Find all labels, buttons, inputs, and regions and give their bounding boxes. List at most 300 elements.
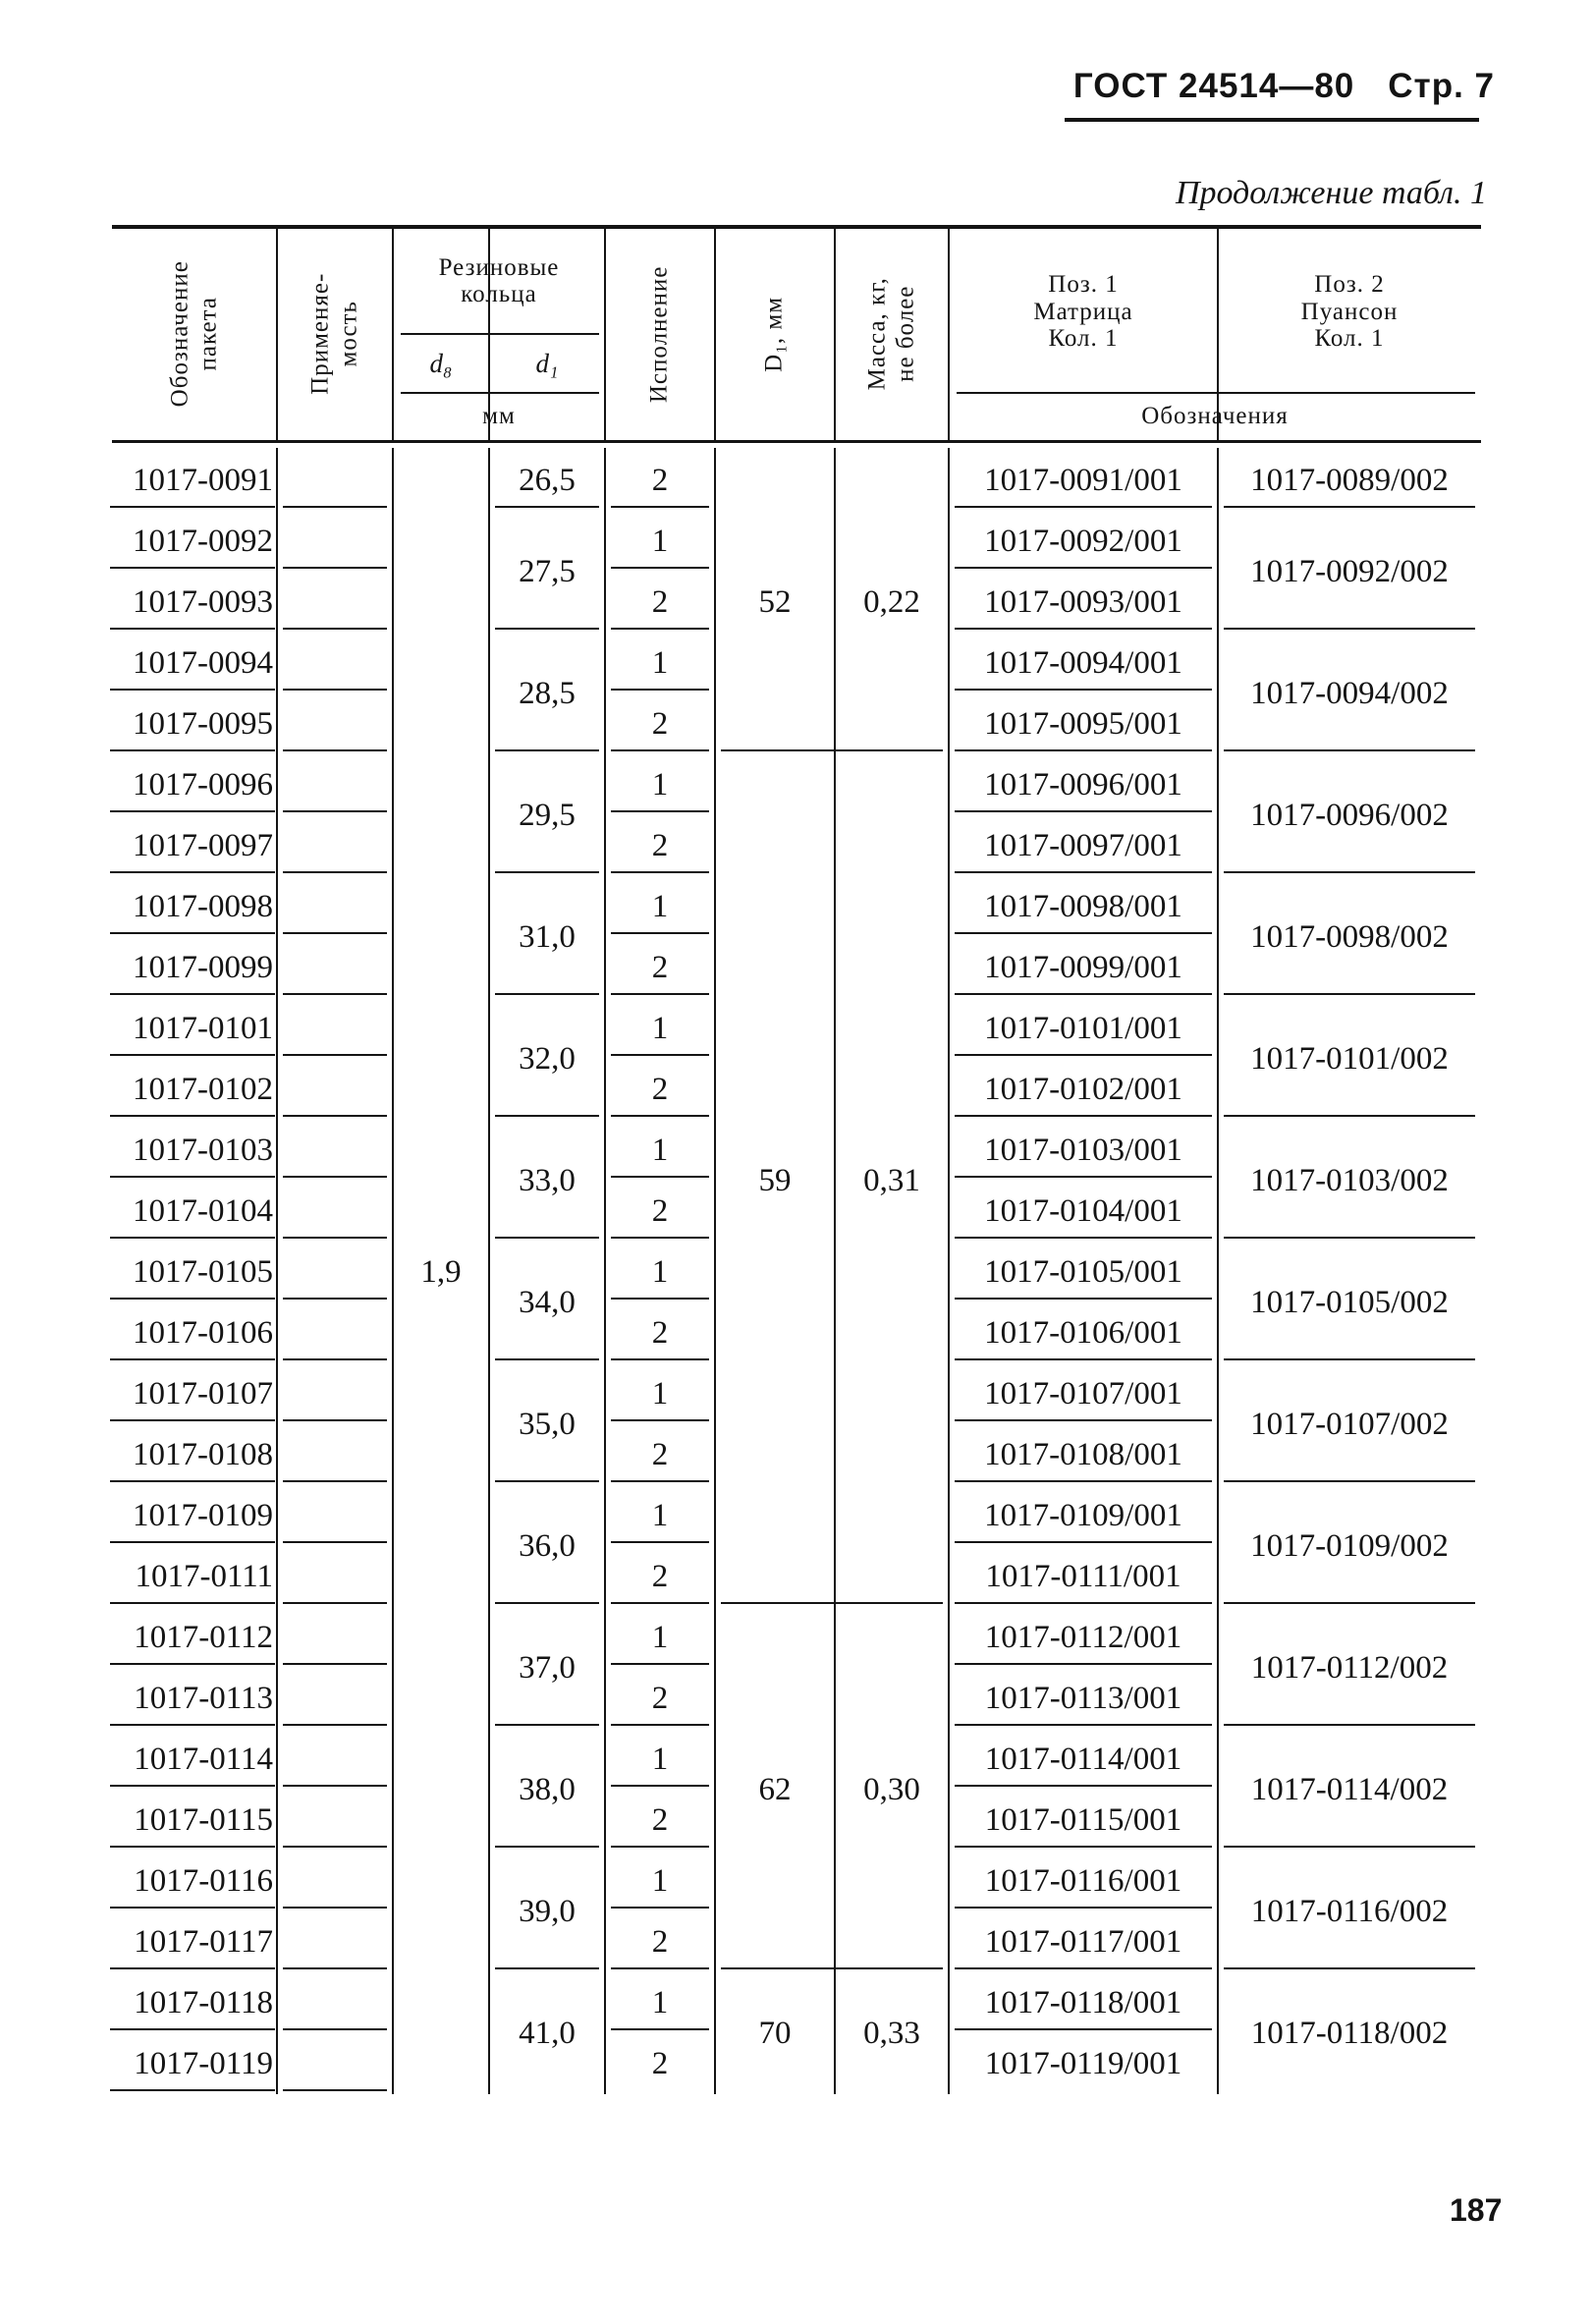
pos1-designation: 1017-0104/001 <box>984 1192 1182 1229</box>
row-rule <box>955 1724 1212 1726</box>
page-reference: Стр. 7 <box>1388 67 1495 105</box>
row-rule <box>611 1724 709 1726</box>
header-designation-text: Обозначение пакета <box>166 260 221 408</box>
row-rule <box>283 506 387 508</box>
row-rule <box>110 1724 275 1726</box>
ring-d1-value-rule <box>495 1237 599 1239</box>
row-rule <box>611 2028 709 2030</box>
pos1-designation: 1017-0108/001 <box>984 1436 1182 1472</box>
row-rule <box>110 871 275 873</box>
row-rule <box>283 2028 387 2030</box>
pos1-designation: 1017-0096/001 <box>984 766 1182 802</box>
row-rule <box>955 1298 1212 1300</box>
header-D1 <box>715 228 835 440</box>
pos1-designation: 1017-0114/001 <box>984 1741 1182 1777</box>
pos1-designation: 1017-0109/001 <box>984 1497 1182 1533</box>
package-id: 1017-0091 <box>133 462 273 498</box>
row-rule <box>110 1663 275 1665</box>
pos1-designation: 1017-0094/001 <box>984 644 1182 681</box>
applicability-cell <box>277 1851 393 1911</box>
ring-d1-value-rule <box>495 1846 599 1848</box>
page-header <box>1073 67 1495 106</box>
pos1-designation: 1017-0111/001 <box>985 1558 1181 1594</box>
applicability-cell <box>277 1302 393 1363</box>
pos2-designation: 1017-0098/002 <box>1250 918 1449 955</box>
ring-d1-value: 27,5 <box>519 553 576 589</box>
header-designations: Обозначения <box>1141 403 1289 430</box>
package-id: 1017-0113 <box>134 1680 273 1716</box>
pos1-designation: 1017-0118/001 <box>984 1984 1182 2020</box>
pos2-designation-rule <box>1224 1724 1475 1726</box>
row-rule <box>611 1419 709 1421</box>
applicability-cell <box>277 1668 393 1729</box>
row-rule <box>611 1541 709 1543</box>
execution-value: 2 <box>651 1680 669 1716</box>
D1-mass-group-rule <box>721 1602 943 1604</box>
D1-mass-group-rule <box>721 1967 943 1969</box>
row-rule <box>611 871 709 873</box>
row-rule <box>110 1419 275 1421</box>
pos1-designation: 1017-0113/001 <box>984 1680 1182 1716</box>
pos2-designation: 1017-0092/002 <box>1250 553 1449 589</box>
applicability-cell <box>277 1546 393 1607</box>
row-rule <box>955 506 1212 508</box>
row-rule <box>110 810 275 812</box>
pos1-designation: 1017-0093/001 <box>984 583 1182 620</box>
row-rule <box>283 1237 387 1239</box>
header-applicability-text: Применяе-мость <box>306 272 361 396</box>
package-id: 1017-0105 <box>133 1253 273 1290</box>
header-pos1: Поз. 1 Матрица Кол. 1 <box>1033 271 1133 352</box>
row-rule <box>283 1480 387 1482</box>
row-rule <box>611 1176 709 1178</box>
row-rule <box>955 1480 1212 1482</box>
execution-value: 1 <box>651 1010 669 1046</box>
row-rule <box>110 993 275 995</box>
D1-value: 70 <box>758 2015 792 2051</box>
applicability-cell <box>277 1059 393 1120</box>
package-id: 1017-0108 <box>133 1436 273 1472</box>
row-rule <box>611 628 709 630</box>
row-rule <box>955 932 1212 934</box>
pos2-designation: 1017-0094/002 <box>1250 675 1449 711</box>
applicability-cell <box>277 1120 393 1181</box>
ring-d1-value-rule <box>495 1967 599 1969</box>
header-mm: мм <box>482 403 516 430</box>
row-rule <box>283 1907 387 1909</box>
package-id: 1017-0106 <box>133 1314 273 1351</box>
ring-d1-value-rule <box>495 993 599 995</box>
package-id: 1017-0115 <box>134 1801 273 1838</box>
ring-d1-value: 37,0 <box>519 1649 576 1686</box>
execution-value: 2 <box>651 705 669 742</box>
row-rule <box>110 2028 275 2030</box>
table-continuation-caption: Продолжение табл. 1 <box>1175 175 1487 211</box>
package-id: 1017-0097 <box>133 827 273 863</box>
ring-d1-value: 36,0 <box>519 1527 576 1564</box>
header-applicability <box>277 228 393 440</box>
execution-value: 2 <box>651 827 669 863</box>
row-rule <box>283 1358 387 1360</box>
ring-d1-value-rule <box>495 1115 599 1117</box>
D1-value: 62 <box>758 1771 792 1807</box>
row-rule <box>611 1602 709 1604</box>
header-designation <box>112 228 277 440</box>
header-execution-text: Исполнение <box>645 265 673 403</box>
execution-value: 2 <box>651 1801 669 1838</box>
applicability-cell <box>277 1424 393 1485</box>
package-id: 1017-0118 <box>134 1984 273 2020</box>
row-rule <box>283 1054 387 1056</box>
execution-value: 2 <box>651 583 669 620</box>
row-rule <box>283 932 387 934</box>
row-rule <box>611 932 709 934</box>
pos1-designation: 1017-0105/001 <box>984 1253 1182 1290</box>
package-id: 1017-0112 <box>134 1619 273 1655</box>
pos1-designation: 1017-0116/001 <box>984 1862 1182 1899</box>
execution-value: 1 <box>651 1619 669 1655</box>
header-pos2: Поз. 2 Пуансон Кол. 1 <box>1300 271 1399 352</box>
row-rule <box>110 749 275 751</box>
pos1-designation: 1017-0107/001 <box>984 1375 1182 1411</box>
package-id: 1017-0094 <box>133 644 273 681</box>
row-rule <box>283 1115 387 1117</box>
execution-value: 2 <box>651 1436 669 1472</box>
applicability-cell <box>277 693 393 754</box>
row-rule <box>110 2089 275 2091</box>
row-rule <box>110 932 275 934</box>
execution-value: 1 <box>651 1741 669 1777</box>
execution-value: 2 <box>651 1192 669 1229</box>
row-rule <box>611 1967 709 1969</box>
header-bottom-rule <box>112 440 1481 443</box>
row-rule <box>611 1663 709 1665</box>
row-rule <box>955 1663 1212 1665</box>
pos2-designation: 1017-0114/002 <box>1250 1771 1449 1807</box>
applicability-cell <box>277 1790 393 1851</box>
pos1-designation: 1017-0102/001 <box>984 1071 1182 1107</box>
execution-value: 2 <box>651 2045 669 2081</box>
pos2-designation-rule <box>1224 1480 1475 1482</box>
pos1-designation: 1017-0098/001 <box>984 888 1182 924</box>
row-rule <box>110 1785 275 1787</box>
row-rule <box>611 1907 709 1909</box>
package-id: 1017-0101 <box>133 1010 273 1046</box>
pos2-designation-rule <box>1224 1237 1475 1239</box>
row-rule <box>955 1967 1212 1969</box>
pos2-designation: 1017-0116/002 <box>1250 1893 1449 1929</box>
execution-value: 1 <box>651 644 669 681</box>
applicability-cell <box>277 450 393 511</box>
pos2-designation-rule <box>1224 628 1475 630</box>
row-rule <box>955 1054 1212 1056</box>
package-id: 1017-0095 <box>133 705 273 742</box>
row-rule <box>611 1298 709 1300</box>
row-rule <box>955 1176 1212 1178</box>
package-id: 1017-0107 <box>133 1375 273 1411</box>
row-rule <box>283 689 387 691</box>
row-rule <box>955 567 1212 569</box>
row-rule <box>283 1846 387 1848</box>
ring-d1-value: 28,5 <box>519 675 576 711</box>
ring-d1-value: 29,5 <box>519 797 576 833</box>
applicability-cell <box>277 1242 393 1302</box>
row-rule <box>110 1846 275 1848</box>
pos2-designation: 1017-0103/002 <box>1250 1162 1449 1198</box>
package-id: 1017-0116 <box>134 1862 273 1899</box>
execution-value: 2 <box>651 1923 669 1960</box>
row-rule <box>283 1602 387 1604</box>
row-rule <box>611 567 709 569</box>
applicability-cell <box>277 1363 393 1424</box>
row-rule <box>283 1176 387 1178</box>
header-rubber-rings: Резиновые кольца <box>438 253 560 307</box>
row-rule <box>283 2089 387 2091</box>
package-id: 1017-0109 <box>133 1497 273 1533</box>
package-id: 1017-0114 <box>134 1741 273 1777</box>
execution-value: 1 <box>651 766 669 802</box>
applicability-cell <box>277 876 393 937</box>
row-rule <box>110 1541 275 1543</box>
row-rule <box>611 810 709 812</box>
row-rule <box>283 628 387 630</box>
ring-d1-value: 34,0 <box>519 1284 576 1320</box>
pos2-designation: 1017-0118/002 <box>1250 2015 1449 2051</box>
row-rule <box>110 567 275 569</box>
applicability-cell <box>277 572 393 633</box>
package-id: 1017-0117 <box>134 1923 273 1960</box>
mass-value: 0,31 <box>863 1162 920 1198</box>
row-rule <box>283 1541 387 1543</box>
execution-value: 1 <box>651 1862 669 1899</box>
header-execution <box>605 228 715 440</box>
D1-mass-group-rule <box>721 749 943 751</box>
mass-value: 0,30 <box>863 1771 920 1807</box>
row-rule <box>611 689 709 691</box>
execution-value: 1 <box>651 1132 669 1168</box>
row-rule <box>110 1480 275 1482</box>
row-rule <box>955 1907 1212 1909</box>
applicability-cell <box>277 815 393 876</box>
execution-value: 2 <box>651 1314 669 1351</box>
execution-value: 1 <box>651 888 669 924</box>
row-rule <box>110 689 275 691</box>
pos2-designation-rule <box>1224 1967 1475 1969</box>
ring-d1-value-rule <box>495 871 599 873</box>
execution-value: 2 <box>651 949 669 985</box>
row-rule <box>955 993 1212 995</box>
row-rule <box>283 871 387 873</box>
row-rule <box>955 810 1212 812</box>
row-rule <box>110 628 275 630</box>
row-rule <box>611 1237 709 1239</box>
execution-value: 2 <box>651 462 669 498</box>
pos1-designation: 1017-0092/001 <box>984 523 1182 559</box>
ring-d1-value-rule <box>495 1602 599 1604</box>
ring-d1-value: 35,0 <box>519 1406 576 1442</box>
pos2-designation: 1017-0089/002 <box>1250 462 1449 498</box>
header-mass-text: Масса, кг, не более <box>863 277 918 391</box>
execution-value: 1 <box>651 523 669 559</box>
row-rule <box>110 1298 275 1300</box>
row-rule <box>955 1541 1212 1543</box>
applicability-cell <box>277 1911 393 1972</box>
package-id: 1017-0099 <box>133 949 273 985</box>
pos1-designation: 1017-0099/001 <box>984 949 1182 985</box>
ring-d1-value-rule <box>495 1724 599 1726</box>
row-rule <box>110 1907 275 1909</box>
header-ds: d₈ <box>429 348 453 378</box>
pos2-designation: 1017-0112/002 <box>1250 1649 1449 1686</box>
row-rule <box>110 1237 275 1239</box>
applicability-cell <box>277 1181 393 1242</box>
pos1-designation: 1017-0117/001 <box>984 1923 1182 1960</box>
pos2-designation: 1017-0096/002 <box>1250 797 1449 833</box>
header-mass <box>835 228 949 440</box>
mass-value: 0,33 <box>863 2015 920 2051</box>
pos2-designation-rule <box>1224 993 1475 995</box>
package-id: 1017-0096 <box>133 766 273 802</box>
row-rule <box>955 1115 1212 1117</box>
row-rule <box>283 810 387 812</box>
D1-value: 59 <box>758 1162 792 1198</box>
pos1-designation: 1017-0101/001 <box>984 1010 1182 1046</box>
standard-number: ГОСТ 24514—80 <box>1072 67 1355 105</box>
applicability-cell <box>277 2033 393 2094</box>
pos2-designation-rule <box>1224 506 1475 508</box>
pos2-designation: 1017-0107/002 <box>1250 1406 1449 1442</box>
row-rule <box>611 993 709 995</box>
ring-d1-value-rule <box>495 1358 599 1360</box>
applicability-cell <box>277 937 393 998</box>
row-rule <box>611 506 709 508</box>
applicability-cell <box>277 1972 393 2033</box>
applicability-cell <box>277 1485 393 1546</box>
row-rule <box>611 1785 709 1787</box>
applicability-cell <box>277 633 393 693</box>
package-id: 1017-0092 <box>133 523 273 559</box>
execution-value: 1 <box>651 1497 669 1533</box>
pos1-designation: 1017-0115/001 <box>984 1801 1182 1838</box>
row-rule <box>283 749 387 751</box>
row-rule <box>611 1054 709 1056</box>
pos2-designation: 1017-0101/002 <box>1250 1040 1449 1077</box>
header-underline <box>1065 118 1479 122</box>
row-rule <box>283 993 387 995</box>
row-rule <box>611 749 709 751</box>
pos2-designation-rule <box>1224 749 1475 751</box>
package-id: 1017-0111 <box>135 1558 273 1594</box>
ring-d1-value: 38,0 <box>519 1771 576 1807</box>
pos1-designation: 1017-0091/001 <box>984 462 1182 498</box>
pos2-designation: 1017-0105/002 <box>1250 1284 1449 1320</box>
row-rule <box>110 1115 275 1117</box>
row-rule <box>110 1967 275 1969</box>
row-rule <box>110 1054 275 1056</box>
pos1-designation: 1017-0119/001 <box>984 2045 1182 2081</box>
row-rule <box>283 1298 387 1300</box>
header-d1: d₁ <box>535 348 559 378</box>
pos2-designation: 1017-0109/002 <box>1250 1527 1449 1564</box>
ring-d1-value-rule <box>495 1480 599 1482</box>
row-rule <box>611 1480 709 1482</box>
pos2-designation-rule <box>1224 1115 1475 1117</box>
pos1-designation: 1017-0106/001 <box>984 1314 1182 1351</box>
applicability-cell <box>277 511 393 572</box>
ring-d1-value-rule <box>495 749 599 751</box>
row-rule <box>955 2028 1212 2030</box>
row-rule <box>955 628 1212 630</box>
ring-d1-value-rule <box>495 628 599 630</box>
D1-value: 52 <box>758 583 792 620</box>
applicability-cell <box>277 754 393 815</box>
pos1-designation: 1017-0112/001 <box>984 1619 1182 1655</box>
ring-d1-value: 26,5 <box>519 462 576 498</box>
applicability-cell <box>277 1607 393 1668</box>
execution-value: 2 <box>651 1558 669 1594</box>
ring-d1-value: 41,0 <box>519 2015 576 2051</box>
pos2-designation-rule <box>1224 1358 1475 1360</box>
pos2-designation-rule <box>1224 871 1475 873</box>
execution-value: 1 <box>651 1253 669 1290</box>
row-rule <box>283 1785 387 1787</box>
applicability-cell <box>277 998 393 1059</box>
row-rule <box>283 1663 387 1665</box>
applicability-cell <box>277 1729 393 1790</box>
ring-d1-value: 39,0 <box>519 1893 576 1929</box>
package-id: 1017-0104 <box>133 1192 273 1229</box>
package-id: 1017-0103 <box>133 1132 273 1168</box>
row-rule <box>611 1358 709 1360</box>
ring-d1-value-rule <box>495 506 599 508</box>
pos1-designation: 1017-0095/001 <box>984 705 1182 742</box>
row-rule <box>955 689 1212 691</box>
row-rule <box>611 1115 709 1117</box>
row-rule <box>611 1846 709 1848</box>
row-rule <box>955 1602 1212 1604</box>
package-id: 1017-0102 <box>133 1071 273 1107</box>
row-rule <box>955 1237 1212 1239</box>
mass-value: 0,22 <box>863 583 920 620</box>
header-D1-text: D₁, мм <box>760 296 788 372</box>
row-rule <box>955 871 1212 873</box>
row-rule <box>955 1358 1212 1360</box>
ring-d1-value: 33,0 <box>519 1162 576 1198</box>
ring-d1-value: 31,0 <box>519 918 576 955</box>
row-rule <box>110 506 275 508</box>
package-id: 1017-0093 <box>133 583 273 620</box>
pos2-designation-rule <box>1224 1846 1475 1848</box>
execution-value: 1 <box>651 1984 669 2020</box>
row-rule <box>283 1967 387 1969</box>
row-rule <box>283 567 387 569</box>
row-rule <box>110 1176 275 1178</box>
ring-ds-value: 1,9 <box>420 1253 462 1290</box>
ring-d1-value: 32,0 <box>519 1040 576 1077</box>
row-rule <box>955 1419 1212 1421</box>
row-rule <box>283 1419 387 1421</box>
row-rule <box>110 1358 275 1360</box>
row-rule <box>955 749 1212 751</box>
row-rule <box>955 1846 1212 1848</box>
page-number: 187 <box>1450 2192 1503 2228</box>
execution-value: 2 <box>651 1071 669 1107</box>
package-id: 1017-0098 <box>133 888 273 924</box>
execution-value: 1 <box>651 1375 669 1411</box>
row-rule <box>283 1724 387 1726</box>
package-id: 1017-0119 <box>134 2045 273 2081</box>
row-rule <box>110 1602 275 1604</box>
